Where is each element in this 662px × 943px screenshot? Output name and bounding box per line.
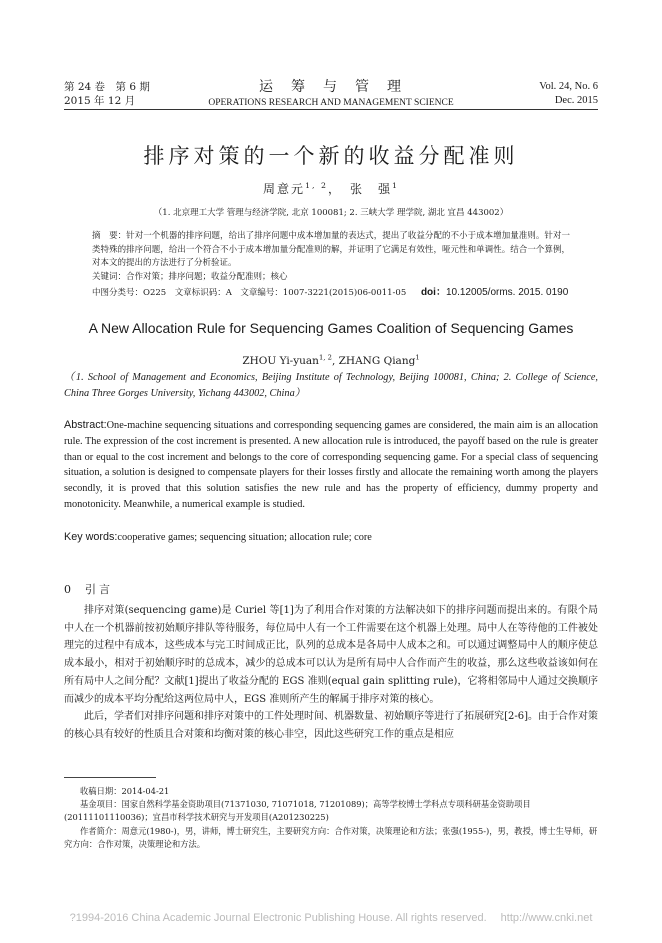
keywords-cn-label: 关键词： bbox=[92, 271, 127, 282]
volume-issue-cn: 第 24 卷 第 6 期 bbox=[64, 81, 150, 93]
date-en: Dec. 2015 bbox=[554, 95, 598, 106]
volume-issue-en: Vol. 24, No. 6 bbox=[539, 81, 598, 92]
classification-line bbox=[64, 286, 598, 301]
abstract-en-label: Abstract: bbox=[64, 419, 107, 431]
author-2-en: ZHANG Qiang bbox=[338, 355, 416, 367]
author-sep-cn: ， bbox=[327, 182, 350, 196]
author-2-affil-cn: 1 bbox=[391, 181, 399, 190]
author-2-affil-en: 1 bbox=[415, 353, 420, 362]
affiliation-cn: （1. 北京理工大学 管理与经济学院, 北京 100081; 2. 三峡大学 理学院, 湖北 宜昌 443002） bbox=[153, 208, 509, 218]
body-paragraph-1: 排序对策(sequencing game)是 Curiel 等[1]为了利用合作对策的方法解决如下的排序问题而提出来的。有限个局中人在一个机器前按初始顺序排队等待服务，每位局中人有一个工件需要在这个机器上处理。局中人在等待他的工件被处理完的过程中有成本，这些成本与完工时间成正比，队列的总成本是各局中人成本之和。可以通过调整局中人的顺序使总成本最小，相对于初始顺序时的总成本，减少的总成本可以认为是所有局中人合作而产生的收益，那么这些收益该如何在所有局中人之间分配？文献[1]提出了收益分配的 EGS 准则(equal gain splitting rule)，它将相邻局中人通过交换顺序而减少的成本平均分配给这两位局中人，EGS 准则所产生的解属于排序对策的核心。 bbox=[64, 605, 598, 705]
author-sep-en: , bbox=[331, 355, 339, 367]
abstract-en-text: One-machine sequencing situations and corresponding sequencing games are considered, the main aim is an allocation rule. The expression of the cost increment is presented. A new allocation rule is introduced, the payoff based on the rule is greater than or equal to the cost increment and belongs to the core of corresponding sequencing game. For a special class of sequencing situation, a solution is designed to compensate players for their losses firstly and allocate the remaining worth among the players secondly, it is proved that this solution satisfies the new rule and has the property of efficiency, dummy property and monotonicity. Meanwhile, a numerical example is studied. bbox=[64, 420, 598, 510]
keywords-cn bbox=[64, 271, 598, 285]
section-title: 引言 bbox=[85, 583, 113, 596]
abstract-cn-text: 针对一个机器的排序问题，给出了排序问题中成本增加量的表达式，提出了收益分配的不小于成本增加量准则。针对一类特殊的排序问题，给出一个符合不小于成本增加量分配准则的解，并证明了它满足有效性，哑元性和单调性。结合一个算例，对本文的提出的方法进行了分析验证。 bbox=[92, 231, 570, 268]
copyright-footer: ?1994-2016 China Academic Journal Electronic Publishing House. All rights reserved. http://www.cnki.net bbox=[69, 912, 593, 924]
footnote-fund: 基金项目：国家自然科学基金资助项目(71371030, 71071018, 71201089)；高等学校博士学科点专项科研基金资助项目(20111101110036)；宜昌市科学技术研究与开发项目(A201230225) bbox=[64, 799, 531, 823]
footnote-bio: 作者简介：周意元(1980-)，男，讲师，博士研究生，主要研究方向：合作对策，决策理论和方法；张强(1955-)，男，教授，博士生导师，研究方向：合作对策，决策理论和方法。 bbox=[64, 825, 598, 849]
authors-en bbox=[0, 355, 662, 367]
abstract-cn bbox=[64, 230, 598, 271]
paper-title-cn: 排序对策的一个新的收益分配准则 bbox=[143, 144, 519, 168]
header-right bbox=[539, 80, 598, 108]
journal-name-en: OPERATIONS RESEARCH AND MANAGEMENT SCIENCE bbox=[208, 98, 454, 108]
abstract-cn-block bbox=[64, 230, 598, 301]
keywords-en-label: Key words: bbox=[64, 531, 118, 543]
date-cn: 2015 年 12 月 bbox=[64, 95, 136, 107]
body-text bbox=[64, 602, 598, 744]
footnote-received: 收稿日期：2014-04-21 bbox=[80, 786, 170, 796]
journal-name-cn: 运 筹 与 管 理 bbox=[259, 79, 403, 95]
author-1-affil-cn: 1, 2 bbox=[305, 181, 328, 190]
keywords-en-text: cooperative games; sequencing situation; allocation rule; core bbox=[117, 532, 372, 543]
doi-value: 10.12005/orms. 2015. 0190 bbox=[445, 287, 569, 298]
abstract-cn-label: 摘 要： bbox=[92, 231, 127, 241]
author-2-cn: 张 强 bbox=[349, 182, 392, 196]
paper-title-en: A New Allocation Rule for Sequencing Games Coalition of Sequencing Games bbox=[88, 320, 574, 336]
author-1-cn: 周意元 bbox=[263, 182, 306, 196]
affiliation-en: （1. School of Management and Economics, Beijing Institute of Technology, Beijing 100081, China; 2. College of Science, China Three Gorges University, Yichang 443002, China） bbox=[64, 372, 598, 399]
abstract-en bbox=[64, 418, 598, 513]
footnote-rule bbox=[64, 777, 156, 778]
header-rule bbox=[64, 109, 598, 110]
keywords-en bbox=[64, 530, 598, 546]
author-1-affil-en: 1, 2 bbox=[318, 353, 332, 362]
authors-cn bbox=[0, 180, 662, 197]
footnotes bbox=[64, 785, 598, 851]
author-1-en: ZHOU Yi-yuan bbox=[242, 355, 319, 367]
section-number: 0 bbox=[64, 583, 71, 596]
section-heading bbox=[64, 581, 113, 597]
doi-label: doi： bbox=[420, 287, 446, 298]
clc-info: 中图分类号：O225 文章标识码：A 文章编号：1007-3221(2015)06-0011-05 bbox=[92, 288, 407, 298]
body-paragraph-2: 此后，学者们对排序问题和排序对策中的工件处理时间、机器数量、初始顺序等进行了拓展研究[2-6]。由于合作对策的核心具有较好的性质且合对策和均衡对策的核心非空，因此这些研究工作的重点是相应 bbox=[64, 711, 598, 740]
keywords-cn-text: 合作对策；排序问题；收益分配准则；核心 bbox=[126, 271, 288, 282]
